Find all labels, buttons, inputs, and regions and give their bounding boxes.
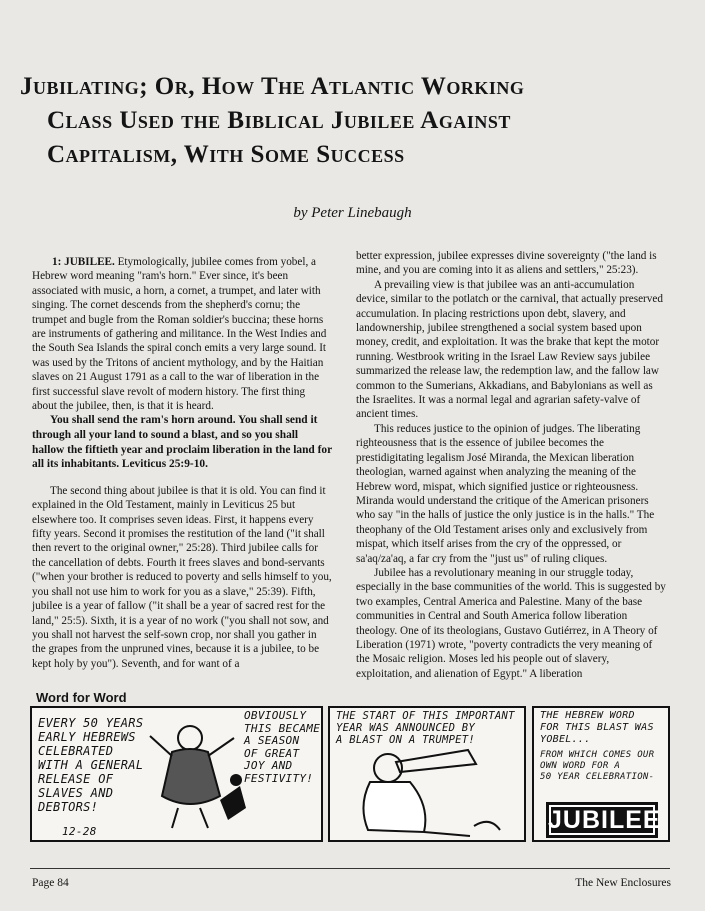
article-title [20,70,690,172]
title-line-1: Jubilating; Or, How The Atlantic Working [20,73,525,100]
scripture-quote: You shall send the ram's horn around. You shall send it through all your land to sound a blast, and so you shall hallow the fiftieth year and proclaim liberation in the land for all its inhabitants. Leviticus 25:9-10. [32,414,332,471]
jubilee-word-box: JUBILEE [546,802,658,838]
panel1-caption: EVERY 50 YEARS EARLY HEBREWS CELEBRATED WITH A GENERAL RELEASE OF SLAVES AND DEBTORS! [38,716,144,814]
paragraph-prevailing-view: A prevailing view is that jubilee was an anti-accumulation device, similar to the potlatch or the carnival, that actually preserved accumulation. In placing restrictions upon debt, slavery, and landownership, jubilee strengthened a social system based upon money, credit, and exploitation. It was the brake that kept the motor running. Westbrook writing in the Israel Law Review says jubilee summarized the release law, the redemption law, and the fallow law common to the Sumerians, Akkadians, and Babylonians as well as the Israelites. It was a normal legal and agrarian safety-valve of ancient times. [356,278,663,421]
comic-panel-1 [30,706,323,842]
paragraph-continued: better expression, jubilee expresses divine sovereignty ("the land is mine, and you are coming into it as aliens and settlers," 25:23). [356,250,657,277]
paragraph-jubilee-intro [32,255,332,413]
panel3-caption-2: FROM WHICH COMES OUR OWN WORD FOR A 50 YEAR CELEBRATION- [540,750,655,782]
paragraph-justice: This reduces justice to the opinion of judges. The liberating righteousness that is the essence of jubilee becomes the prestidigitating legalism José Miranda, the Mexican liberation theologian, warned against when analyzing the meaning of the Hebrew word, mispat, which signified justice or righteousness. Miranda would understand the critique of the American prisoners who say "in the halls of justice the only justice is in the halls." The theophany of the Old Testament arises only and exclusively from mispat, which itself arises from the cry of the oppressed, or sa'aq/za'aq, a far cry from the "just us" of ruling cliques. [356,422,655,565]
left-column [32,255,332,671]
comic-panel-2 [328,706,526,842]
comic-strip-title: Word for Word [36,690,127,705]
byline: by Peter Linebaugh [293,205,412,221]
panel3-caption-1: THE HEBREW WORD FOR THIS BLAST WAS YOBEL... [540,710,654,745]
page-number: Page 84 [32,877,69,889]
title-line-3: Capitalism, With Some Success [47,141,405,168]
comic-panel-3 [532,706,670,842]
trumpeter-illustration [350,746,520,841]
panel1-date: 12-28 [62,825,97,838]
publication-name: The New Enclosures [575,877,671,889]
panel1-speech: OBVIOUSLY THIS BECAME A SEASON OF GREAT JOY AND FESTIVITY! [244,709,321,785]
paragraph-revolutionary-meaning: Jubilee has a revolutionary meaning in our struggle today, especially in the base communities of the world. This is suggested by two examples, Central America and Palestine. Many of the base communities in Central and South America follow liberation theology. One of its theologians, Gustavo Gutiérrez, in A Theory of Liberation (1971) wrote, "poverty contradicts the very meaning of the Mosaic religion. Moses led his people out of slavery, exploitation, and alienation of Egypt." A liberation [356,566,666,680]
dancing-figures-illustration [142,716,252,836]
section-lead: 1: JUBILEE. [52,256,115,268]
panel2-caption: THE START OF THIS IMPORTANT YEAR WAS ANNOUNCED BY A BLAST ON A TRUMPET! [336,710,515,746]
paragraph-text: Etymologically, jubilee comes from yobel, a Hebrew word meaning "ram's horn." Ever since, it's been associated with music, a horn, a cornet, a trumpet, and later with singing. The cornet descends from the shepherd's cornu; the trumpet and bugle from the Roman soldier's buccina; these horns are instruments of gathering and militance. In the West Indies and the South Sea Islands the spiral conch emits a very large sound. It was used by the Tritons of ancient mythology, and by the Haitian slaves on 21 August 1791 as a call to the war of liberation in the first successful slave revolt of modern history. The first thing about the jubilee, then, is that it is heard. [32,256,327,413]
right-column [356,249,666,681]
title-line-2: Class Used the Biblical Jubilee Against [47,107,511,134]
comic-strip [30,706,670,846]
footer-rule [30,868,670,869]
paragraph-second-thing: The second thing about jubilee is that it is old. You can find it explained in the Old Testament, mainly in Leviticus 25 but elsewhere too. It comprises seven ideas. First, it happens every fifty years. Second it promises the restitution of the land ("it shall then revert to the original owner," 25:28). Third jubilee calls for the cancellation of debts. Fourth it frees slaves and bond-servants ("when your brother is reduced to poverty and sells himself to you, you shall not use him to work for you as a slave," 25:39). Fifth, jubilee is a year of fallow ("it shall be a year of sacred rest for the land," 25:5). Sixth, it is a year of no work ("you shall not sow, and you shall not harvest the self-sown crop, nor shall you gather in the grapes from the unpruned vines, because it is a jubilee, to be kept holy by you"). Seventh, and for want of a [32,484,332,670]
